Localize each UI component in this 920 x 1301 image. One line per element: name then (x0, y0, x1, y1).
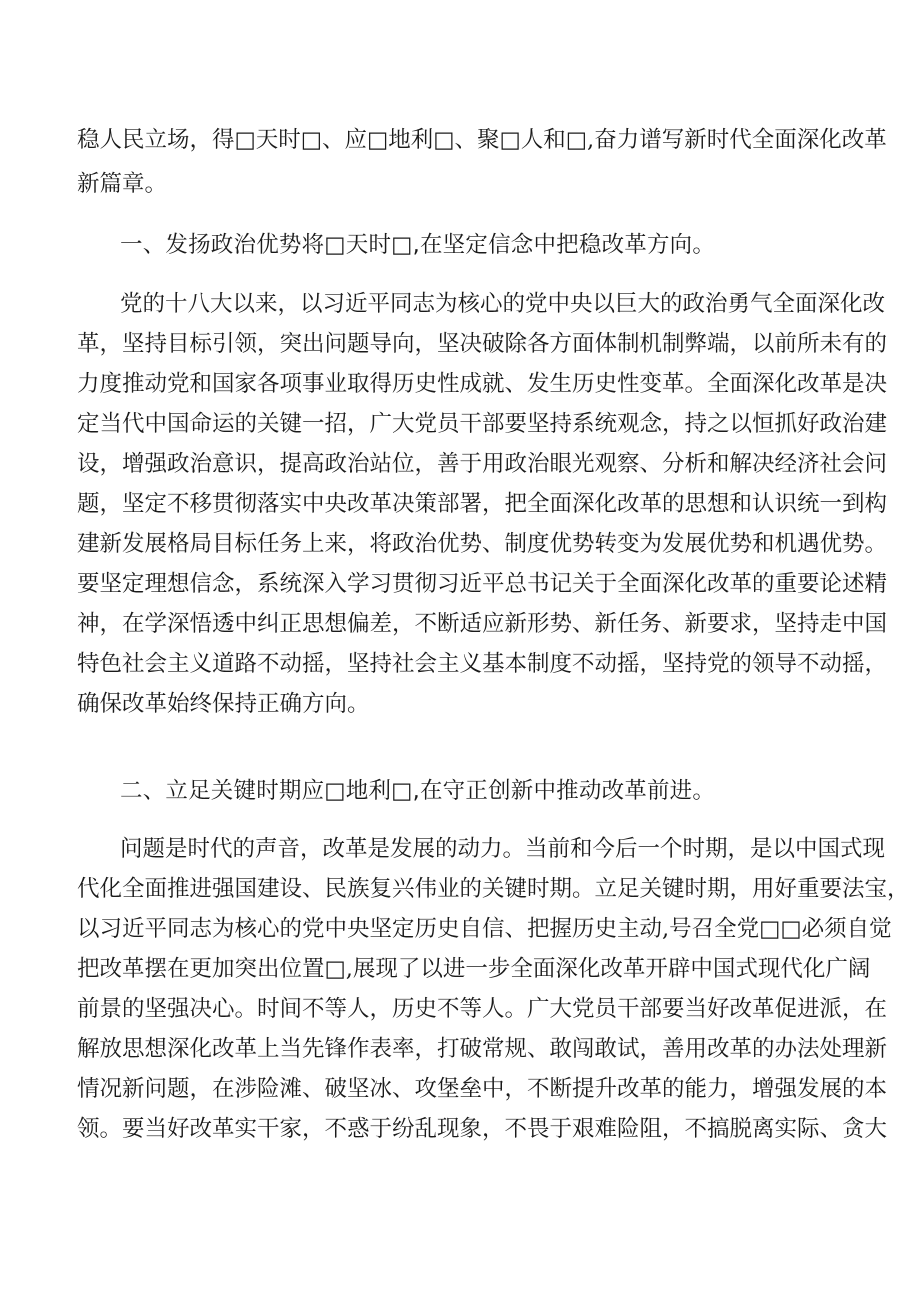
paragraph-line: 要坚定理想信念，系统深入学习贯彻习近平总书记关于全面深化改革的重要论述精 (77, 571, 888, 597)
paragraph-line: 力度推动党和国家各项事业取得历史性成就、发生历史性变革。全面深化改革是决 (77, 371, 888, 397)
paragraph-line: 把改革摆在更加突出位置□,展现了以进一步全面深化改革开辟中国式现代化广阔 (77, 956, 871, 982)
section-heading-1: 一、发扬政治优势将□天时□,在坚定信念中把稳改革方向。 (120, 232, 716, 258)
section-heading-2: 二、立足关键时期应□地利□,在守正创新中推动改革前进。 (120, 778, 716, 804)
paragraph-line: 前景的坚强决心。时间不等人，历史不等人。广大党员干部要当好改革促进派，在 (77, 996, 888, 1022)
paragraph-line: 党的十八大以来，以习近平同志为核心的党中央以巨大的政治勇气全面深化改 (120, 291, 886, 317)
paragraph-line: 特色社会主义道路不动摇，坚持社会主义基本制度不动摇，坚持党的领导不动摇， (77, 651, 888, 677)
paragraph-line: 情况新问题，在涉险滩、破坚冰、攻堡垒中，不断提升改革的能力，增强发展的本 (77, 1076, 888, 1102)
paragraph-line: 领。要当好改革实干家，不惑于纷乱现象，不畏于艰难险阻，不搞脱离实际、贪大 (77, 1116, 888, 1142)
paragraph-line: 题，坚定不移贯彻落实中央改革决策部署，把全面深化改革的思想和认识统一到构 (77, 491, 888, 517)
paragraph-line: 建新发展格局目标任务上来，将政治优势、制度优势转变为发展优势和机遇优势。 (77, 531, 888, 557)
paragraph-line: 革，坚持目标引领，突出问题导向，坚决破除各方面体制机制弊端，以前所未有的 (77, 331, 888, 357)
paragraph-line: 定当代中国命运的关键一招，广大党员干部要坚持系统观念，持之以恒抓好政治建 (77, 411, 888, 437)
paragraph-line: 问题是时代的声音，改革是发展的动力。当前和今后一个时期，是以中国式现 (120, 836, 886, 862)
paragraph-line: 代化全面推进强国建设、民族复兴伟业的关键时期。立足关键时期，用好重要法宝， (77, 876, 910, 902)
paragraph-line: 解放思想深化改革上当先锋作表率，打破常规、敢闯敢试，善用改革的办法处理新 (77, 1036, 888, 1062)
paragraph-line: 神，在学深悟透中纠正思想偏差，不断适应新形势、新任务、新要求，坚持走中国 (77, 611, 888, 637)
paragraph-line: 确保改革始终保持正确方向。 (77, 691, 370, 717)
intro-line: 新篇章。 (77, 171, 168, 197)
paragraph-line: 以习近平同志为核心的党中央坚定历史自信、把握历史主动,号召全党□□必须自觉 (77, 916, 892, 942)
intro-line: 稳人民立场，得□天时□、应□地利□、聚□人和□,奋力谱写新时代全面深化改革 (77, 127, 887, 153)
paragraph-line: 设，增强政治意识，提高政治站位，善于用政治眼光观察、分析和解决经济社会问 (77, 451, 888, 477)
